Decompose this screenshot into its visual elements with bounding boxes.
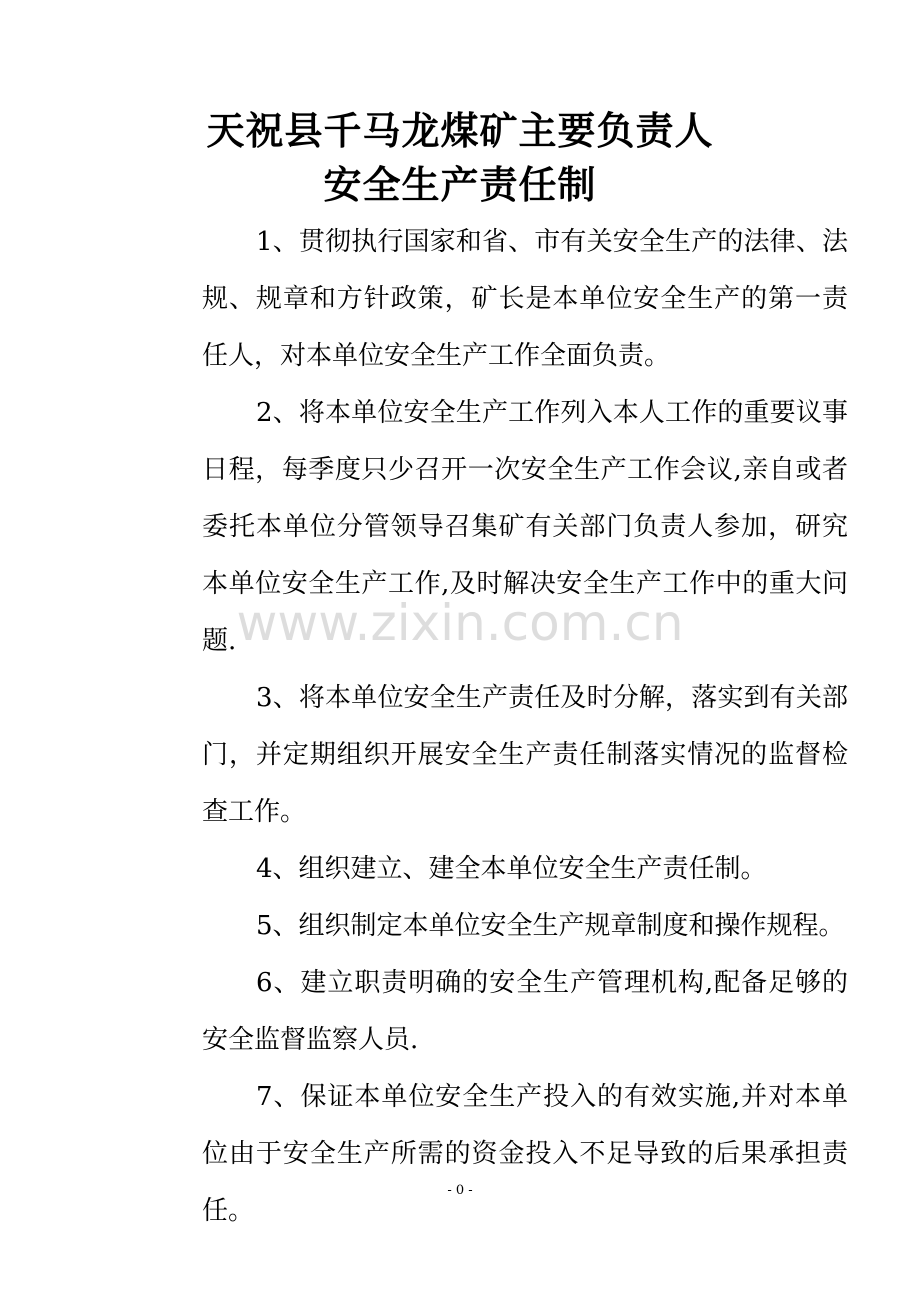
document-title-line-1: 天祝县千马龙煤矿主要负责人 xyxy=(206,108,714,153)
paragraph-4: 4、组织建立、建全本单位安全生产责任制。 xyxy=(256,854,767,884)
paragraph-5: 5、组织制定本单位安全生产规章制度和操作规程。 xyxy=(256,911,845,941)
paragraph-1: 1、贯彻执行国家和省、市有关安全生产的法律、法规、规章和方针政策，矿长是本单位安全生产的第一责任人，对本单位安全生产工作全面负责。 xyxy=(202,227,848,371)
document-title-line-2: 安全生产责任制 xyxy=(323,162,597,207)
paragraph-2: 2、将本单位安全生产工作列入本人工作的重要议事日程，每季度只少召开一次安全生产工作会议,亲自或者委托本单位分管领导召集矿有关部门负责人参加，研究本单位安全生产工作,及时解决安全生产工作中的重大问题. xyxy=(202,398,848,656)
watermark: www.zixin.com.cn xyxy=(236,594,684,652)
page-number: - 0 - xyxy=(447,1183,473,1198)
paragraph-6: 6、建立职责明确的安全生产管理机构,配备足够的安全监督监察人员. xyxy=(202,968,848,1055)
document-body xyxy=(202,214,848,1240)
paragraph-3: 3、将本单位安全生产责任及时分解，落实到有关部门，并定期组织开展安全生产责任制落实情况的监督检查工作。 xyxy=(202,683,848,827)
paragraph-7: 7、保证本单位安全生产投入的有效实施,并对本单位由于安全生产所需的资金投入不足导致的后果承担责任。 xyxy=(202,1082,848,1226)
